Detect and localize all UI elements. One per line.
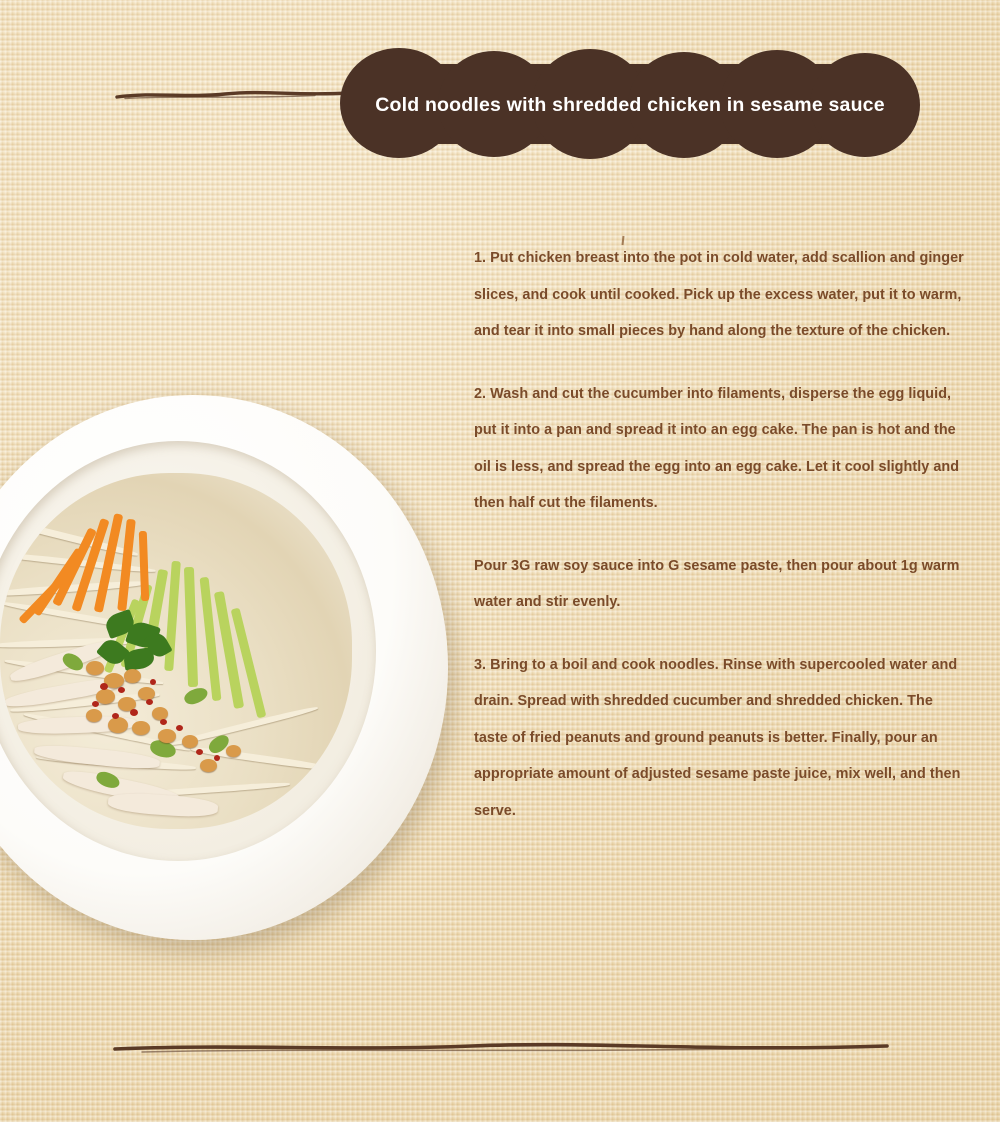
decorative-brush-line-top	[115, 88, 350, 100]
recipe-step: 2. Wash and cut the cucumber into filaments, disperse the egg liquid, put it into a pan and spread it into an egg cake. The pan is hot and the oil is less, and spread the egg into an egg cake. Let it cool slightly and then half cut the filaments.	[474, 385, 960, 511]
noodle-bed	[0, 473, 352, 829]
dish-photo	[0, 395, 450, 955]
title-banner	[340, 48, 920, 160]
recipe-instructions	[474, 240, 966, 829]
recipe-step: Pour 3G raw soy sauce into G sesame paste, then pour about 1g warm water and stir evenly.	[474, 557, 960, 610]
recipe-step: 1. Put chicken breast into the pot in cold water, add scallion and ginger slices, and cook until cooked. Pick up the excess water, put it to warm, and tear it into small pieces by hand along the texture of the chicken.	[474, 250, 964, 339]
decorative-brush-line-bottom	[112, 1040, 890, 1056]
page-title: Cold noodles with shredded chicken in sesame sauce	[375, 93, 885, 116]
recipe-step: 3. Bring to a boil and cook noodles. Rinse with supercooled water and drain. Spread with shredded cucumber and shredded chicken. The taste of fried peanuts and ground peanuts is better. Finally, pour an appropriate amount of adjusted sesame paste juice, mix well, and then serve.	[474, 656, 961, 819]
